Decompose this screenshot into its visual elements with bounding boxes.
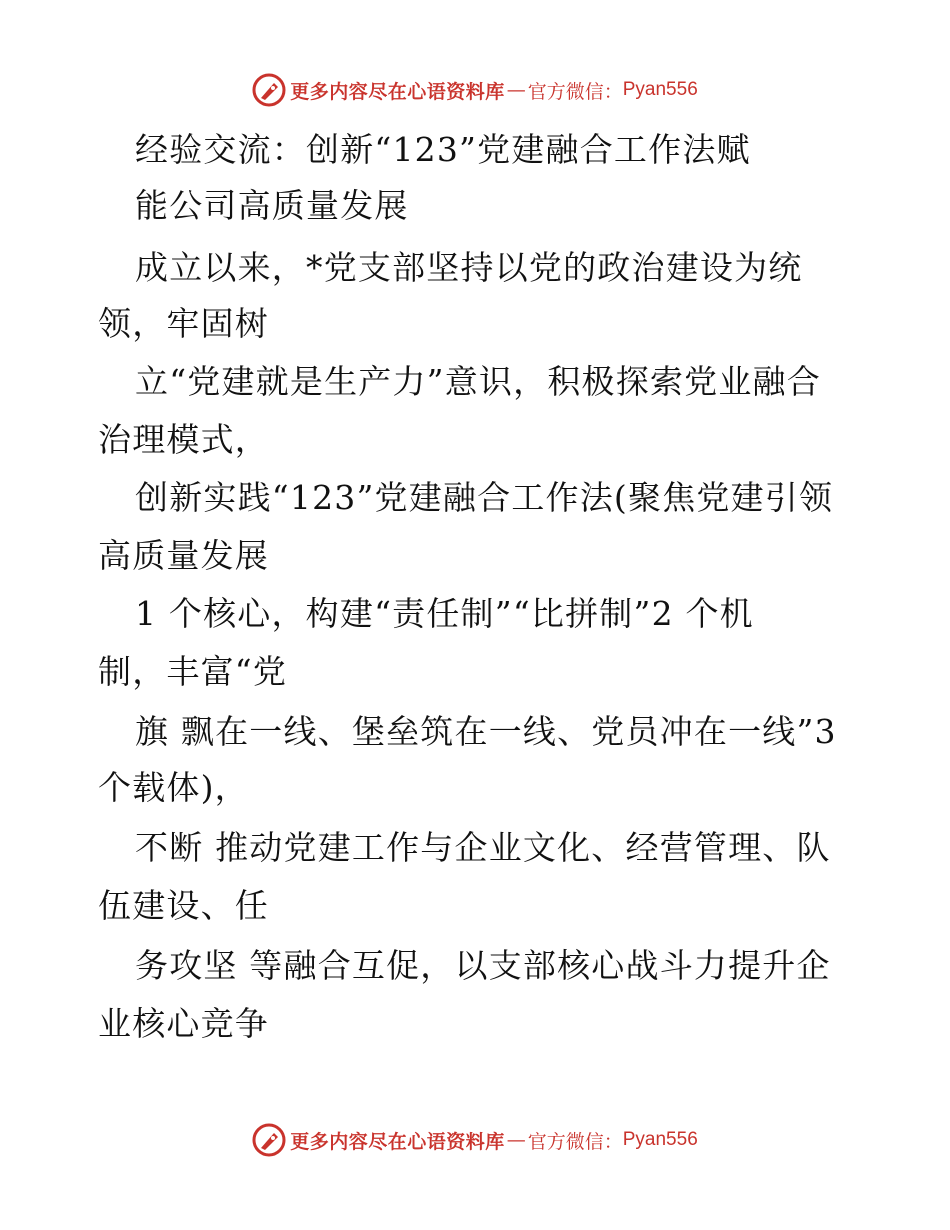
- text-line: 不断 推动党建工作与企业文化、经营管理、队: [135, 828, 831, 867]
- banner-title: 更多内容尽在心语资料库: [290, 80, 505, 103]
- text-line: 领，牢固树: [98, 304, 269, 343]
- text-line: 1 个核心，构建“责任制”“比拼制”2 个机: [135, 594, 754, 633]
- banner-wechat-id: Pyan556: [622, 1129, 698, 1150]
- text-line: 伍建设、任: [98, 886, 269, 925]
- text-line: 旗 飘在一线、堡垒筑在一线、党员冲在一线”3: [135, 712, 837, 751]
- banner-dash: —: [506, 1129, 526, 1151]
- text-line: 务攻坚 等融合互促，以支部核心战斗力提升企: [135, 946, 831, 985]
- footer-banner: [0, 1120, 950, 1160]
- banner-wechat-id: Pyan556: [622, 79, 698, 100]
- banner-title: 更多内容尽在心语资料库: [290, 1130, 505, 1153]
- text-line: 创新实践“123”党建融合工作法(聚焦党建引领: [135, 478, 834, 517]
- banner-dash: —: [506, 79, 526, 101]
- text-line: 业核心竞争: [98, 1004, 269, 1043]
- text-line: 能公司高质量发展: [135, 186, 409, 225]
- text-line: 制，丰富“党: [98, 652, 288, 691]
- banner-wechat-label: 官方微信：: [527, 1130, 623, 1153]
- text-line: 高质量发展: [98, 536, 269, 575]
- banner-wechat-label: 官方微信：: [527, 80, 623, 103]
- pen-nib-logo-icon: [252, 73, 286, 107]
- text-line: 治理模式，: [98, 420, 269, 459]
- pen-nib-logo-icon: [252, 1123, 286, 1157]
- header-banner: [0, 70, 950, 110]
- text-line: 经验交流：创新“123”党建融合工作法赋: [135, 130, 751, 169]
- text-line: 成立以来，*党支部坚持以党的政治建设为统: [135, 248, 803, 287]
- text-line: 个载体)，: [98, 768, 249, 807]
- text-line: 立“党建就是生产力”意识，积极探索党业融合: [135, 362, 821, 401]
